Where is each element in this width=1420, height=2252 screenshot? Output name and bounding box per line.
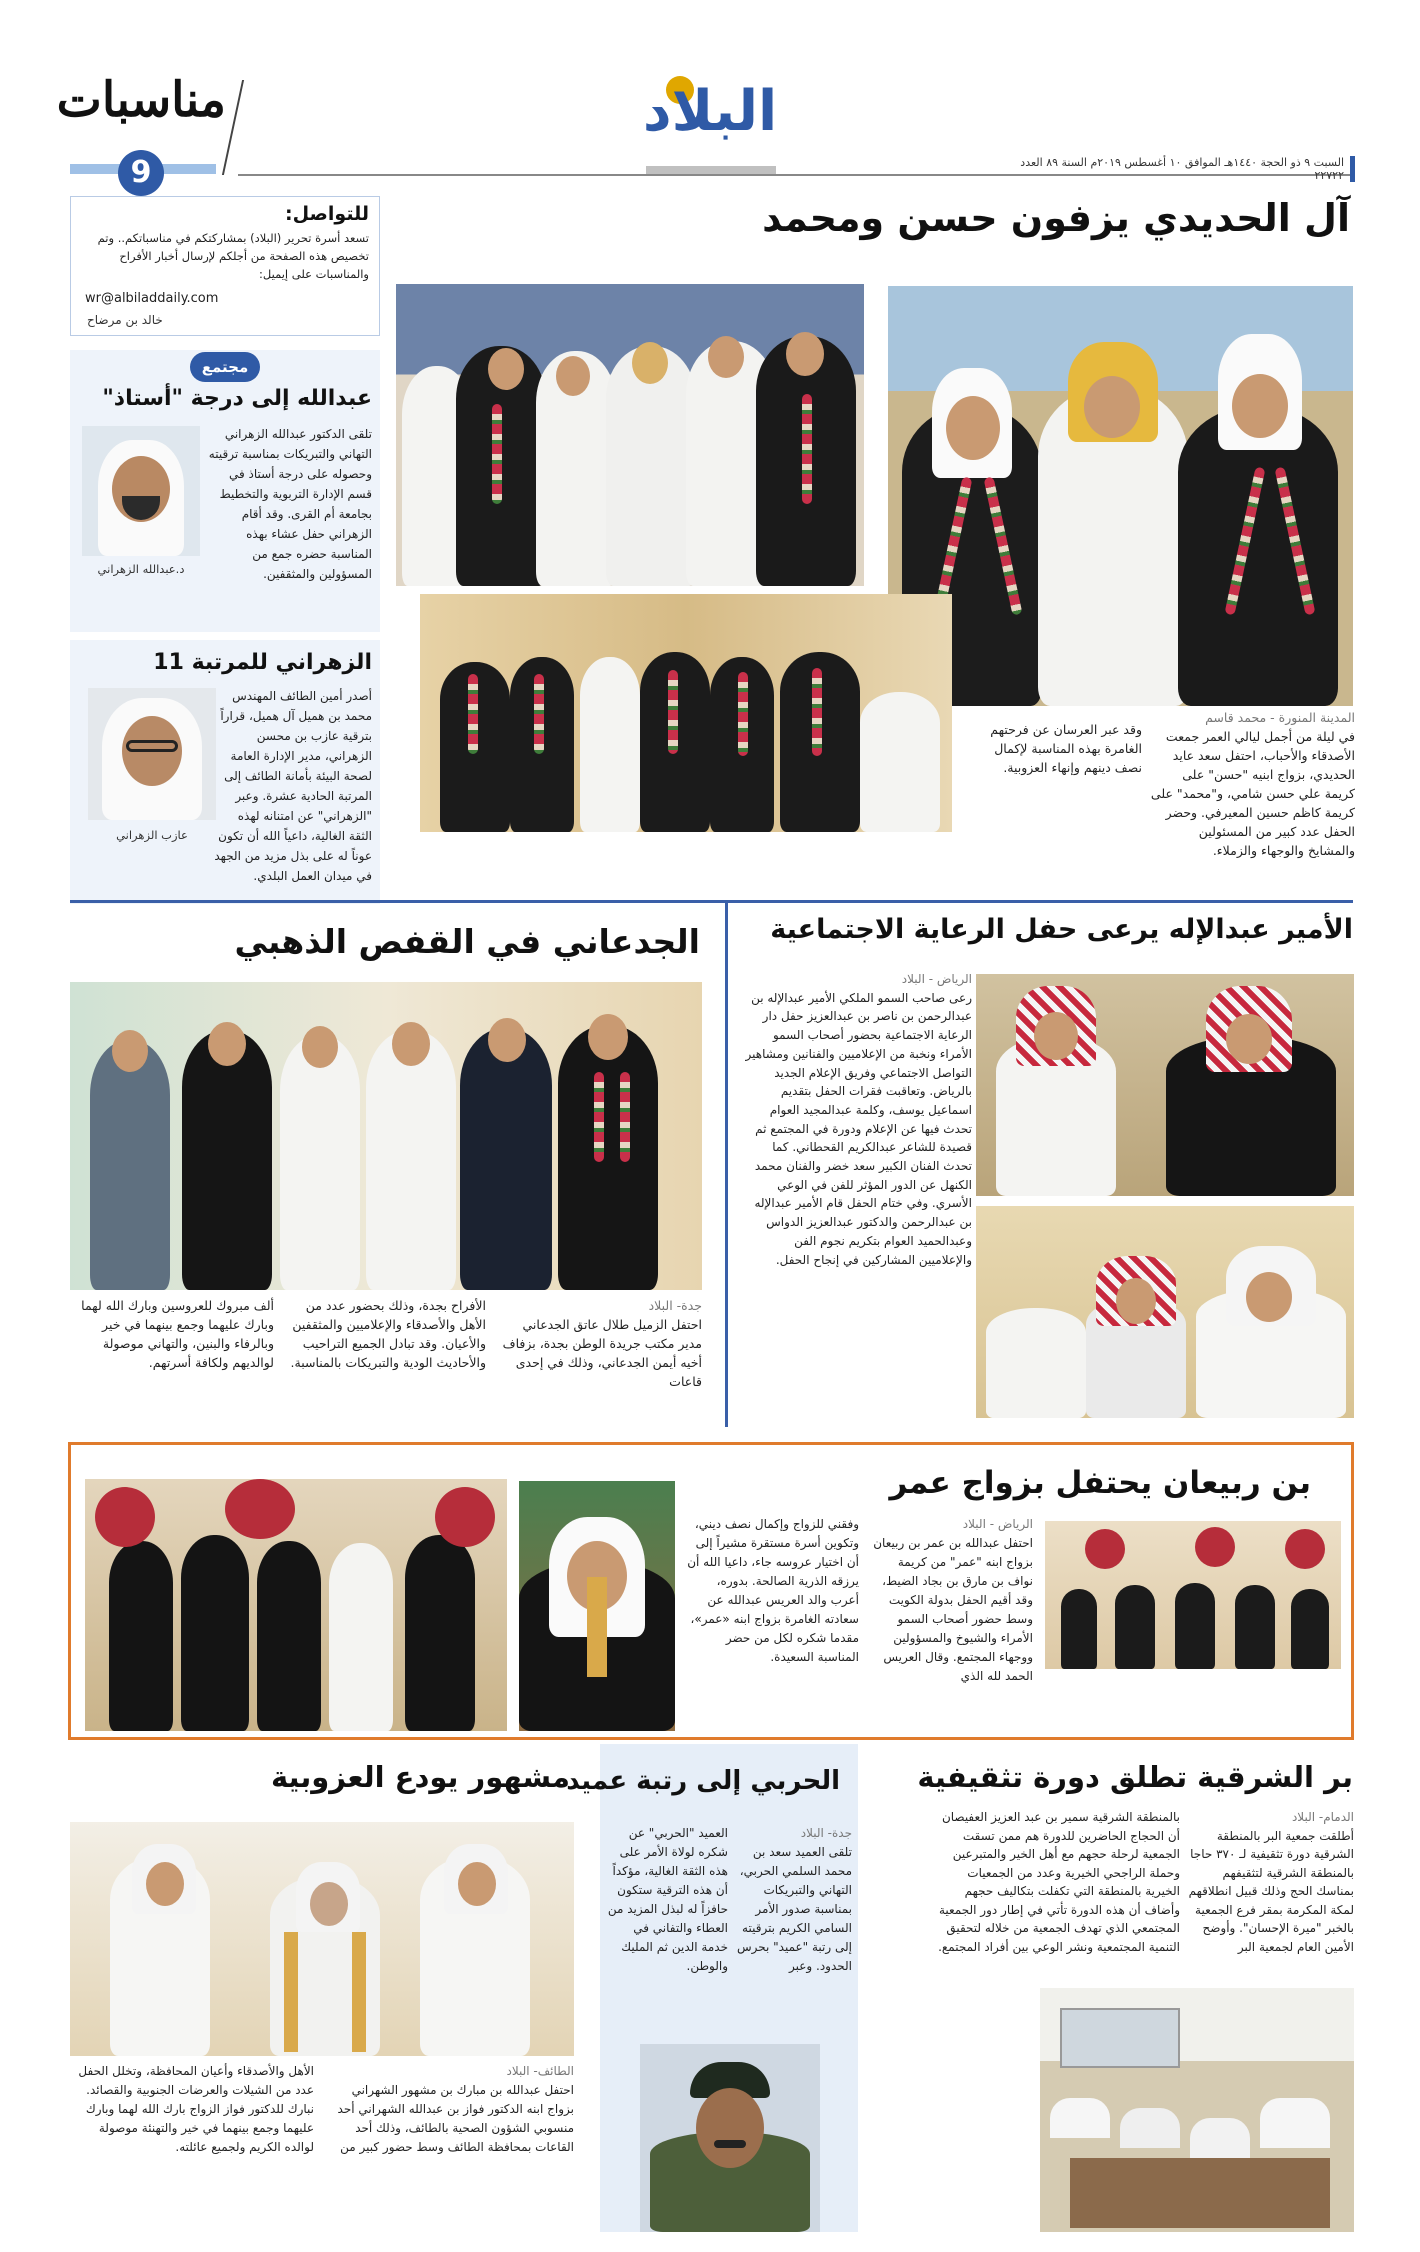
- lead-photo-bottom: [420, 594, 952, 832]
- mashhour-headline: مشهور يودع العزوبية: [270, 1760, 570, 1794]
- logo-underline: [646, 166, 776, 174]
- rabian-text-col1: الرياض - البلاد احتفل عبدالله بن عمر بن ربيعان بزواج ابنه "عمر" من كريمة نواف بن مارق بن بجاد الضيط، وقد أقيم الحفل بدولة الكويت وسط حضور أصحاب السمو الأمراء والشيوخ والمسؤولين ووجهاء المجتمع. وقال العريس الحمد لله الذي: [873, 1517, 1033, 1683]
- prince-photo-2: [976, 1206, 1354, 1418]
- harbi-portrait: [640, 2044, 820, 2232]
- rank11-caption: عازب الزهراني: [116, 828, 188, 842]
- issue-line: السبت ٩ ذو الحجة ١٤٤٠هـ الموافق ١٠ أغسطس ٢٠١٩م السنة ٨٩ العدد ٢٢٧٢٢: [1010, 156, 1355, 182]
- rabian-photo-portrait: [519, 1481, 675, 1731]
- birr-photo: [1040, 1988, 1354, 2232]
- contact-box: [70, 196, 380, 336]
- harbi-box: [566, 1744, 858, 2232]
- lead-photo-right: [888, 286, 1353, 706]
- logo-text: البلاد: [642, 79, 778, 144]
- society-box: [70, 350, 380, 632]
- harbi-text-col2: العميد "الحربي" عن شكره لولاة الأمر على هذه الثقة الغالية، مؤكداً أن هذه الترقية ستكون حافزاً له لبذل المزيد من العطاء والتفاني في خدمة الدين ثم المليك والوطن.: [607, 1826, 728, 1973]
- contact-email[interactable]: wr@albiladdaily.com: [85, 291, 219, 306]
- lead-headline: آل الحديدي يزفون حسن ومحمد: [762, 196, 1350, 240]
- rank11-box: [70, 640, 380, 904]
- jadaani-text-col3: ألف مبروك للعروسين وبارك الله لهما وبارك عليهما وجمع بينهما في خير وبالرفاء والبنين، والتهاني موصولة لوالديهم ولكافة أسرتهم.: [81, 1298, 274, 1370]
- jadaani-text-col2: الأفراح بجدة، وذلك بحضور عدد من الأهل والأصدقاء والإعلاميين والمثقفين والأعيان. وقد تبادل الجميع التراحيب والأحاديث الودية والتبريكات بالمناسبة.: [290, 1298, 486, 1370]
- lead-body-1: في ليلة من أجمل ليالي العمر جمعت الأصدقاء والأحباب، احتفل سعد عايد الحديدي، بزواج ابنيه "حسن" على كريمة علي حسن شامي، و"محمد" على كريمة كاظم حسين المعيرفي. وحضر الحفل عدد كبير من المسئولين والمشايخ والوجهاء والزملاء.: [1150, 729, 1355, 858]
- society-badge: مجتمع: [190, 352, 260, 382]
- contact-title: للتواصل:: [285, 203, 369, 225]
- harbi-text-col1: جدة- البلاد تلقى العميد سعد بن محمد السلمي الحربي، التهاني والتبريكات بمناسبة صدور الأمر السامي الكريم بترقيته إلى رتبة "عميد" بحرس الحدود. وعبر: [736, 1826, 852, 1973]
- prince-text: الرياض - البلاد رعى صاحب السمو الملكي الأمير عبدالإله بن عبدالرحمن بن ناصر بن عبدالعزيز حفل دار الرعاية الاجتماعية بحضور أصحاب السمو الأمراء ونخبة من الإعلاميين والفنانين ومشاهير التواصل الاجتماعي وفريق الإعلام الجديد بالرياض. وتعاقبت فقرات الحفل بتقديم اسماعيل يوسف، وكلمة عبدالمجيد العوام تحدث فيها عن الإعلام ودورة في المجتمع ثم قصيدة للشاعر عبدالكريم القحطاني. كما تحدث الفنان الكبير سعد خضر والفنان محمد الكنهل عن الدور المؤثر للفن في الوعي الأسري. وفي ختام الحفل قام الأمير عبدالإله بن عبدالرحمن والدكتور عبدالعزيز الدواس وعبدالحميد العوام بتكريم نجوم الفن والإعلاميين المشاركين في إنجاح الحفل.: [742, 970, 972, 1415]
- rank11-portrait: [88, 688, 216, 820]
- section-title: مناسبات: [56, 72, 226, 128]
- lead-photo-left: [396, 284, 864, 586]
- prince-body: رعى صاحب السمو الملكي الأمير عبدالإله بن عبدالرحمن بن ناصر بن عبدالعزيز حفل دار الرعاية الاجتماعية بحضور أصحاب السمو الأمراء ونخبة من الإعلاميين والفنانين ومشاهير التواصل الاجتماعي وفريق الإعلام الجديد بالرياض. وتعاقبت فقرات الحفل بتقديم اسماعيل يوسف، وكلمة عبدالمجيد العوام تحدث فيها عن الإعلام ودورة في المجتمع ثم قصيدة للشاعر عبدالكريم القحطاني. كما تحدث الفنان الكبير سعد خضر والفنان محمد الكنهل عن الدور المؤثر للفن في الوعي الأسري. وفي ختام الحفل قام الأمير عبدالإله بن عبدالرحمن والدكتور عبدالعزيز الدواس وعبدالحميد العوام بتكريم نجوم الفن والإعلاميين المشاركين في إنجاح الحفل.: [745, 990, 972, 1267]
- contact-body: تسعد أسرة تحرير (البلاد) بمشاركتكم في مناسباتكم.. وتم تخصيص هذه الصفحة من أجلكم لإرسال أخبار الأفراح والمناسبات على إيميل:: [97, 231, 369, 281]
- prince-headline: الأمير عبدالإله يرعى حفل الرعاية الاجتماعية: [770, 914, 1353, 945]
- logo: [640, 76, 780, 146]
- contact-editor: خالد بن مرضاح: [87, 313, 163, 327]
- masthead: [0, 0, 1420, 190]
- society-portrait: [82, 426, 200, 556]
- mashhour-photo: [70, 1822, 574, 2056]
- birr-text-col2: بالمنطقة الشرقية سمير بن عبد العزيز العفيصان أن الحجاج الحاضرين للدورة هم ممن تسقت الجمعية لرحلة حجهم مع أهل الخير والمتبرعين وحملة الراجحي الخيرية وعدد من الجمعيات الخيرية بالمنطقة التي تكفلت بتكاليف حجهم وأضاف أن هذه الدورة تأتي في إطار دور الجمعية المجتمعي الذي تهدف الجمعية من خلاله لتحقيق التنمية المجتمعية ونشر الوعي بين أفراد المجتمع.: [938, 1810, 1180, 1954]
- birr-headline: بر الشرقية تطلق دورة تثقيفية: [917, 1760, 1353, 1794]
- jadaani-headline: الجدعاني في القفص الذهبي: [234, 922, 700, 961]
- column-divider: [725, 902, 728, 1427]
- mashhour-text-col2: الأهل والأصدقاء وأعيان المحافظة، وتخلل الحفل عدد من الشيلات والعرضات الجنوبية والقصائد. نبارك للدكتور فواز الزواج بارك الله لهما وبارك عليهما وجمع بينهما في خير والتهنئة موصولة لوالده الكريم ولجميع عائلته.: [78, 2064, 314, 2154]
- jadaani-photo: [70, 982, 702, 1290]
- mashhour-text-col1: الطائف- البلاد احتفل عبدالله بن مبارك بن مشهور الشهراني بزواج ابنه الدكتور فواز بن عبدالله الشهراني أحد منسوبي الشؤون الصحية بالطائف، وذلك أحد القاعات بمحافظة الطائف وسط حضور كبير من: [337, 2064, 574, 2154]
- rabian-text-col2: وفقني للزواج وإكمال نصف ديني، وتكوين أسرة مستقرة مشيراً إلى أن اختيار عروسه جاء، داعيا الله أن يرزقه الذرية الصالحة. بدوره، أعرب والد العريس عبدالله عن سعادته الغامرة بزواج ابنه «عمر»، مقدما شكره لكل من حضر المناسبة السعيدة.: [687, 1517, 859, 1664]
- harbi-headline: الحربي إلى رتبة عميد: [566, 1766, 840, 1796]
- rabian-photo-right: [1045, 1521, 1341, 1669]
- rank11-headline: الزهراني للمرتبة 11: [153, 650, 372, 675]
- birr-text-col1: الدمام- البلاد أطلقت جمعية البر بالمنطقة الشرقية دورة تثقيفية لـ ٣٧٠ حاجا بالمنطقة الشرقية لتثقيفهم بمناسك الحج وذلك قبيل انطلاقهم لمكة المكرمة بمقر فرع الجمعية بالخبر "ميرة الإحسان". وأوضح الأمين العام لجمعية البر: [1188, 1810, 1354, 1954]
- lead-dateline: المدينة المنورة - محمد قاسم: [1205, 710, 1355, 725]
- rabian-box: [68, 1442, 1354, 1740]
- rabian-headline: بن ربيعان يحتفل بزواج عمر: [889, 1465, 1311, 1501]
- jadaani-text-col1: جدة- البلاد احتفل الزميل طلال عاتق الجدعاني مدير مكتب جريدة الوطن بجدة، بزفاف أخيه أيمن الجدعاني، وذلك في إحدى قاعات: [502, 1298, 702, 1389]
- row-divider-1: [70, 900, 1353, 903]
- society-body: تلقى الدكتور عبدالله الزهراني التهاني والتبريكات بمناسبة ترقيته وحصوله على درجة أستاذ في قسم الإدارة التربوية والتخطيط بجامعة أم القرى. وقد أقام الزهراني حفل عشاء بهذه المناسبة حضره جمع من المسؤولين والمثقفين.: [208, 427, 372, 581]
- prince-photo-1: [976, 974, 1354, 1196]
- society-caption: د.عبدالله الزهراني: [97, 562, 185, 576]
- society-headline: عبدالله إلى درجة "أستاذ": [102, 386, 372, 411]
- lead-text-col2: وقد عبر العرسان عن فرحتهم الغامرة بهذه المناسبة لإكمال نصف دينهم وإنهاء العزوبية.: [990, 722, 1142, 775]
- rank11-body: أصدر أمين الطائف المهندس محمد بن هميل آل هميل، قراراً بترقية عازب بن محسن الزهراني، مدير الإدارة العامة لصحة البيئة بأمانة الطائف إلى المرتبة الحادية عشرة. وعبر "الزهراني" عن امتنانه لهذه الثقة الغالية، داعياً الله أن تكون عوناً له على بذل مزيد من الجهد في ميدان العمل البلدي.: [214, 689, 372, 883]
- page-number-badge: 9: [118, 150, 164, 196]
- lead-text-col1: [1150, 708, 1355, 858]
- rabian-photo-left: [85, 1479, 507, 1731]
